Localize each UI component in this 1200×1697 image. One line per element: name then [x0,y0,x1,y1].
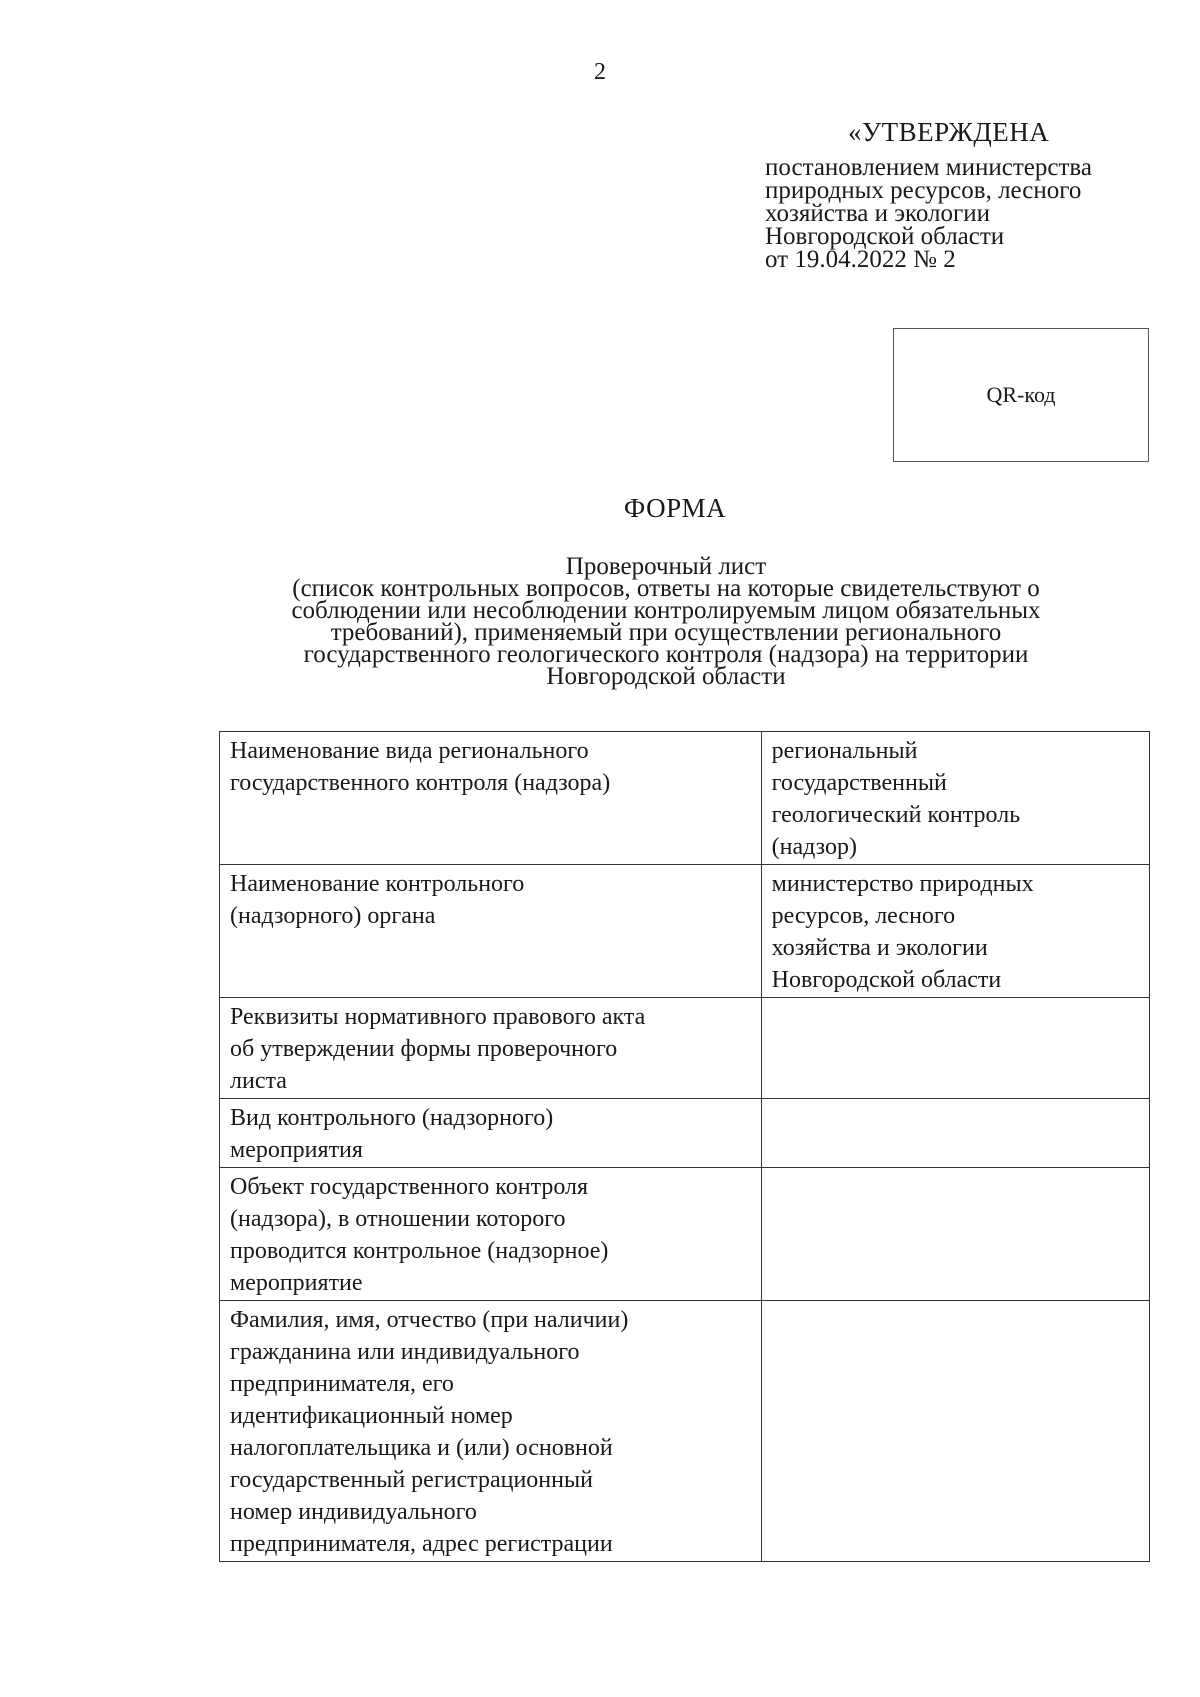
row-label-line: предпринимателя, его [230,1371,454,1397]
row-value-cell [761,1301,1149,1562]
table-row [220,1099,1150,1168]
table-row [220,998,1150,1099]
row-label-cell [220,732,762,865]
approval-details [765,156,1185,271]
requisites-table [219,731,1150,1562]
row-label-line: идентификационный номер [230,1403,513,1429]
row-label-line: (надзора), в отношении которого [230,1206,566,1232]
row-label-line: проводится контрольное (надзорное) [230,1238,609,1264]
table-row [220,865,1150,998]
checklist-title [216,553,1116,690]
table-row [220,732,1150,865]
form-title: ФОРМА [623,493,727,523]
row-label-line: государственного контроля (надзора) [230,770,611,796]
row-value-line: хозяйства и экологии [771,935,988,961]
row-label-cell [220,1099,762,1168]
row-value-line: государственный [771,770,947,796]
row-label-line: Реквизиты нормативного правового акта [230,1004,646,1030]
checklist-title-line: Новгородской области [546,663,786,690]
row-label-cell [220,998,762,1099]
row-value-cell [761,865,1149,998]
row-label-line: Вид контрольного (надзорного) [230,1105,554,1131]
row-label-cell [220,1168,762,1301]
row-value-cell [761,1099,1149,1168]
approval-line: хозяйства и экологии [765,200,991,227]
row-label-line: гражданина или индивидуального [230,1339,580,1365]
row-value-line: Новгородской области [771,967,1002,993]
row-label-line: Объект государственного контроля [230,1174,589,1200]
row-label-line: номер индивидуального [230,1499,477,1525]
approval-line: природных ресурсов, лесного [765,177,1082,204]
approval-line: от 19.04.2022 № 2 [765,246,956,273]
row-value-cell [761,732,1149,865]
approval-line: постановлением министерства [765,154,1092,181]
row-label-line: государственный регистрационный [230,1467,593,1493]
row-value-line: (надзор) [771,834,857,860]
qr-code-placeholder [893,328,1149,462]
row-value-line: министерство природных [771,871,1034,897]
checklist-title-line: требований), применяемый при осуществлении регионального [330,619,1002,646]
checklist-title-line: (список контрольных вопросов, ответы на которые свидетельствуют о [292,575,1040,602]
row-label-line: налогоплательщика и (или) основной [230,1435,613,1461]
table-row [220,1301,1150,1562]
approval-title: «УТВЕРЖДЕНА [848,117,1050,147]
table-row [220,1168,1150,1301]
row-label-cell [220,1301,762,1562]
row-label-line: Фамилия, имя, отчество (при наличии) [230,1307,629,1333]
requisites-table-body [220,732,1150,1562]
checklist-title-line: соблюдении или несоблюдении контролируемым лицом обязательных [291,597,1041,624]
approval-line: Новгородской области [765,223,1005,250]
row-label-line: мероприятия [230,1137,363,1163]
row-label-line: листа [230,1068,287,1094]
row-label-line: об утверждении формы проверочного [230,1036,618,1062]
row-label-line: мероприятие [230,1270,363,1296]
row-label-cell [220,865,762,998]
row-value-line: ресурсов, лесного [771,903,956,929]
qr-code-label: QR-код [986,382,1056,407]
page-number: 2 [594,59,606,85]
checklist-title-line: Проверочный лист [565,553,767,580]
row-value-cell [761,998,1149,1099]
row-label-line: Наименование контрольного [230,871,525,897]
row-value-line: региональный [771,738,918,764]
row-label-line: предпринимателя, адрес регистрации [230,1531,613,1557]
row-label-line: (надзорного) органа [230,903,436,929]
row-value-cell [761,1168,1149,1301]
row-value-line: геологический контроль [771,802,1021,828]
row-label-line: Наименование вида регионального [230,738,589,764]
checklist-title-line: государственного геологического контроля (надзора) на территории [303,641,1029,668]
